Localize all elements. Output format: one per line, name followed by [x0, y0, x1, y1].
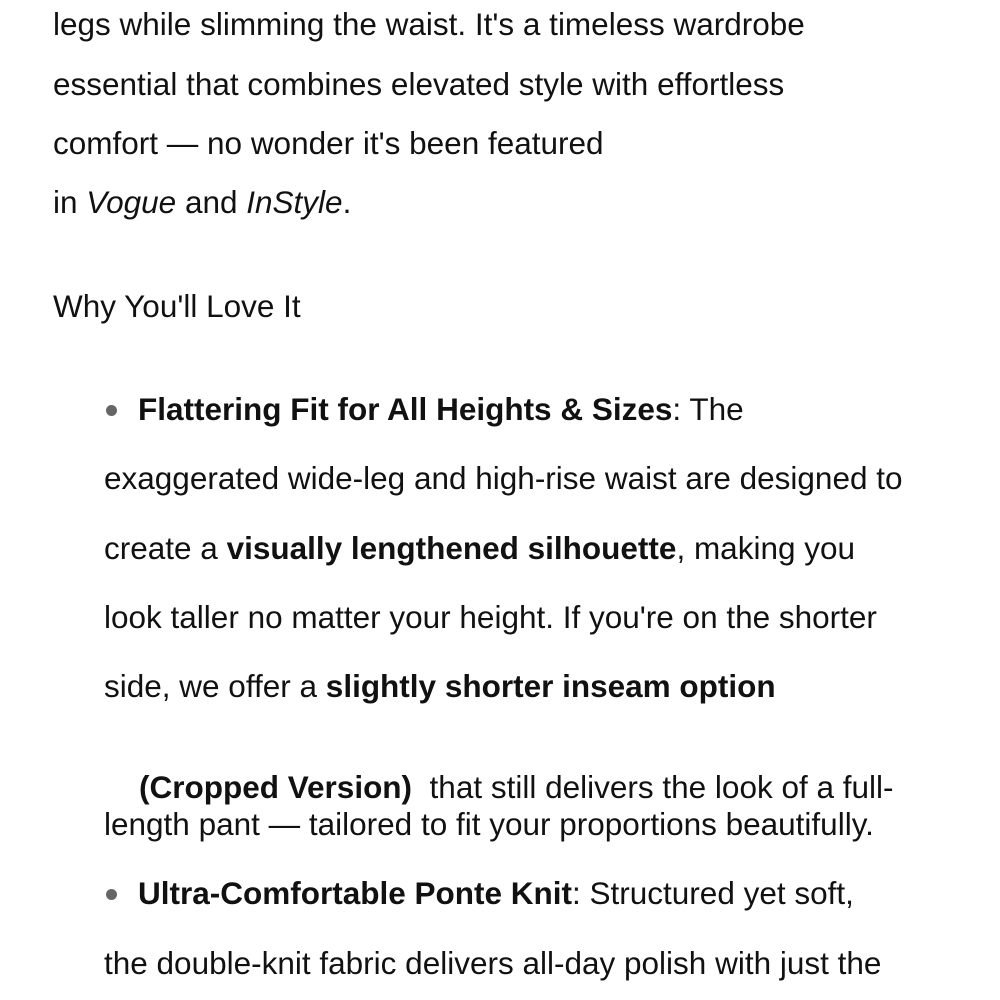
- intro-line-1: legs while slimming the waist. It's a timeless wardrobe: [53, 6, 805, 42]
- intro-line-3: comfort — no wonder it's been featured: [53, 125, 604, 161]
- bullet-1-text: side, we offer a: [104, 668, 326, 704]
- intro-text: .: [342, 184, 352, 220]
- bullet-dot: [106, 889, 117, 900]
- bullet-dot: [106, 405, 117, 416]
- intro-text: in: [53, 184, 87, 220]
- intro-text: and: [176, 184, 247, 220]
- bullet-2-title: Ultra-Comfortable Ponte Knit: [138, 875, 573, 911]
- bullet-1-line-7: length pant — tailored to fit your proportions beautifully.: [104, 806, 874, 842]
- publication-vogue: Vogue: [86, 184, 177, 220]
- bullet-1-text: that still delivers the look of a full-: [412, 768, 894, 805]
- bullet-1-line-2: exaggerated wide-leg and high-rise waist are designed to: [104, 460, 903, 496]
- bullet-2-line-2: the double-knit fabric delivers all-day polish with just the: [104, 945, 882, 981]
- bullet-2-text: : Structured yet soft,: [572, 875, 854, 911]
- bullet-1-emphasis: (Cropped Version): [139, 768, 413, 805]
- bullet-1-line-3: [104, 530, 856, 566]
- bullet-1-emphasis: visually lengthened silhouette: [226, 530, 677, 566]
- intro-line-4: [53, 184, 352, 220]
- bullet-1-line-1: [138, 391, 744, 427]
- bullet-1-text: create a: [104, 530, 227, 566]
- section-heading: Why You'll Love It: [53, 288, 301, 324]
- bullet-1-line-5: [104, 668, 776, 704]
- bullet-1-text: , making you: [676, 530, 856, 566]
- bullet-1-text: : The: [672, 391, 744, 427]
- bullet-2-line-1: [138, 875, 854, 911]
- bullet-1-emphasis: slightly shorter inseam option: [325, 668, 776, 704]
- intro-line-2: essential that combines elevated style with effortless: [53, 66, 785, 102]
- publication-instyle: InStyle: [246, 184, 343, 220]
- bullet-1-line-4: look taller no matter your height. If you're on the shorter: [104, 599, 877, 635]
- bullet-1-title: Flattering Fit for All Heights & Sizes: [138, 391, 673, 427]
